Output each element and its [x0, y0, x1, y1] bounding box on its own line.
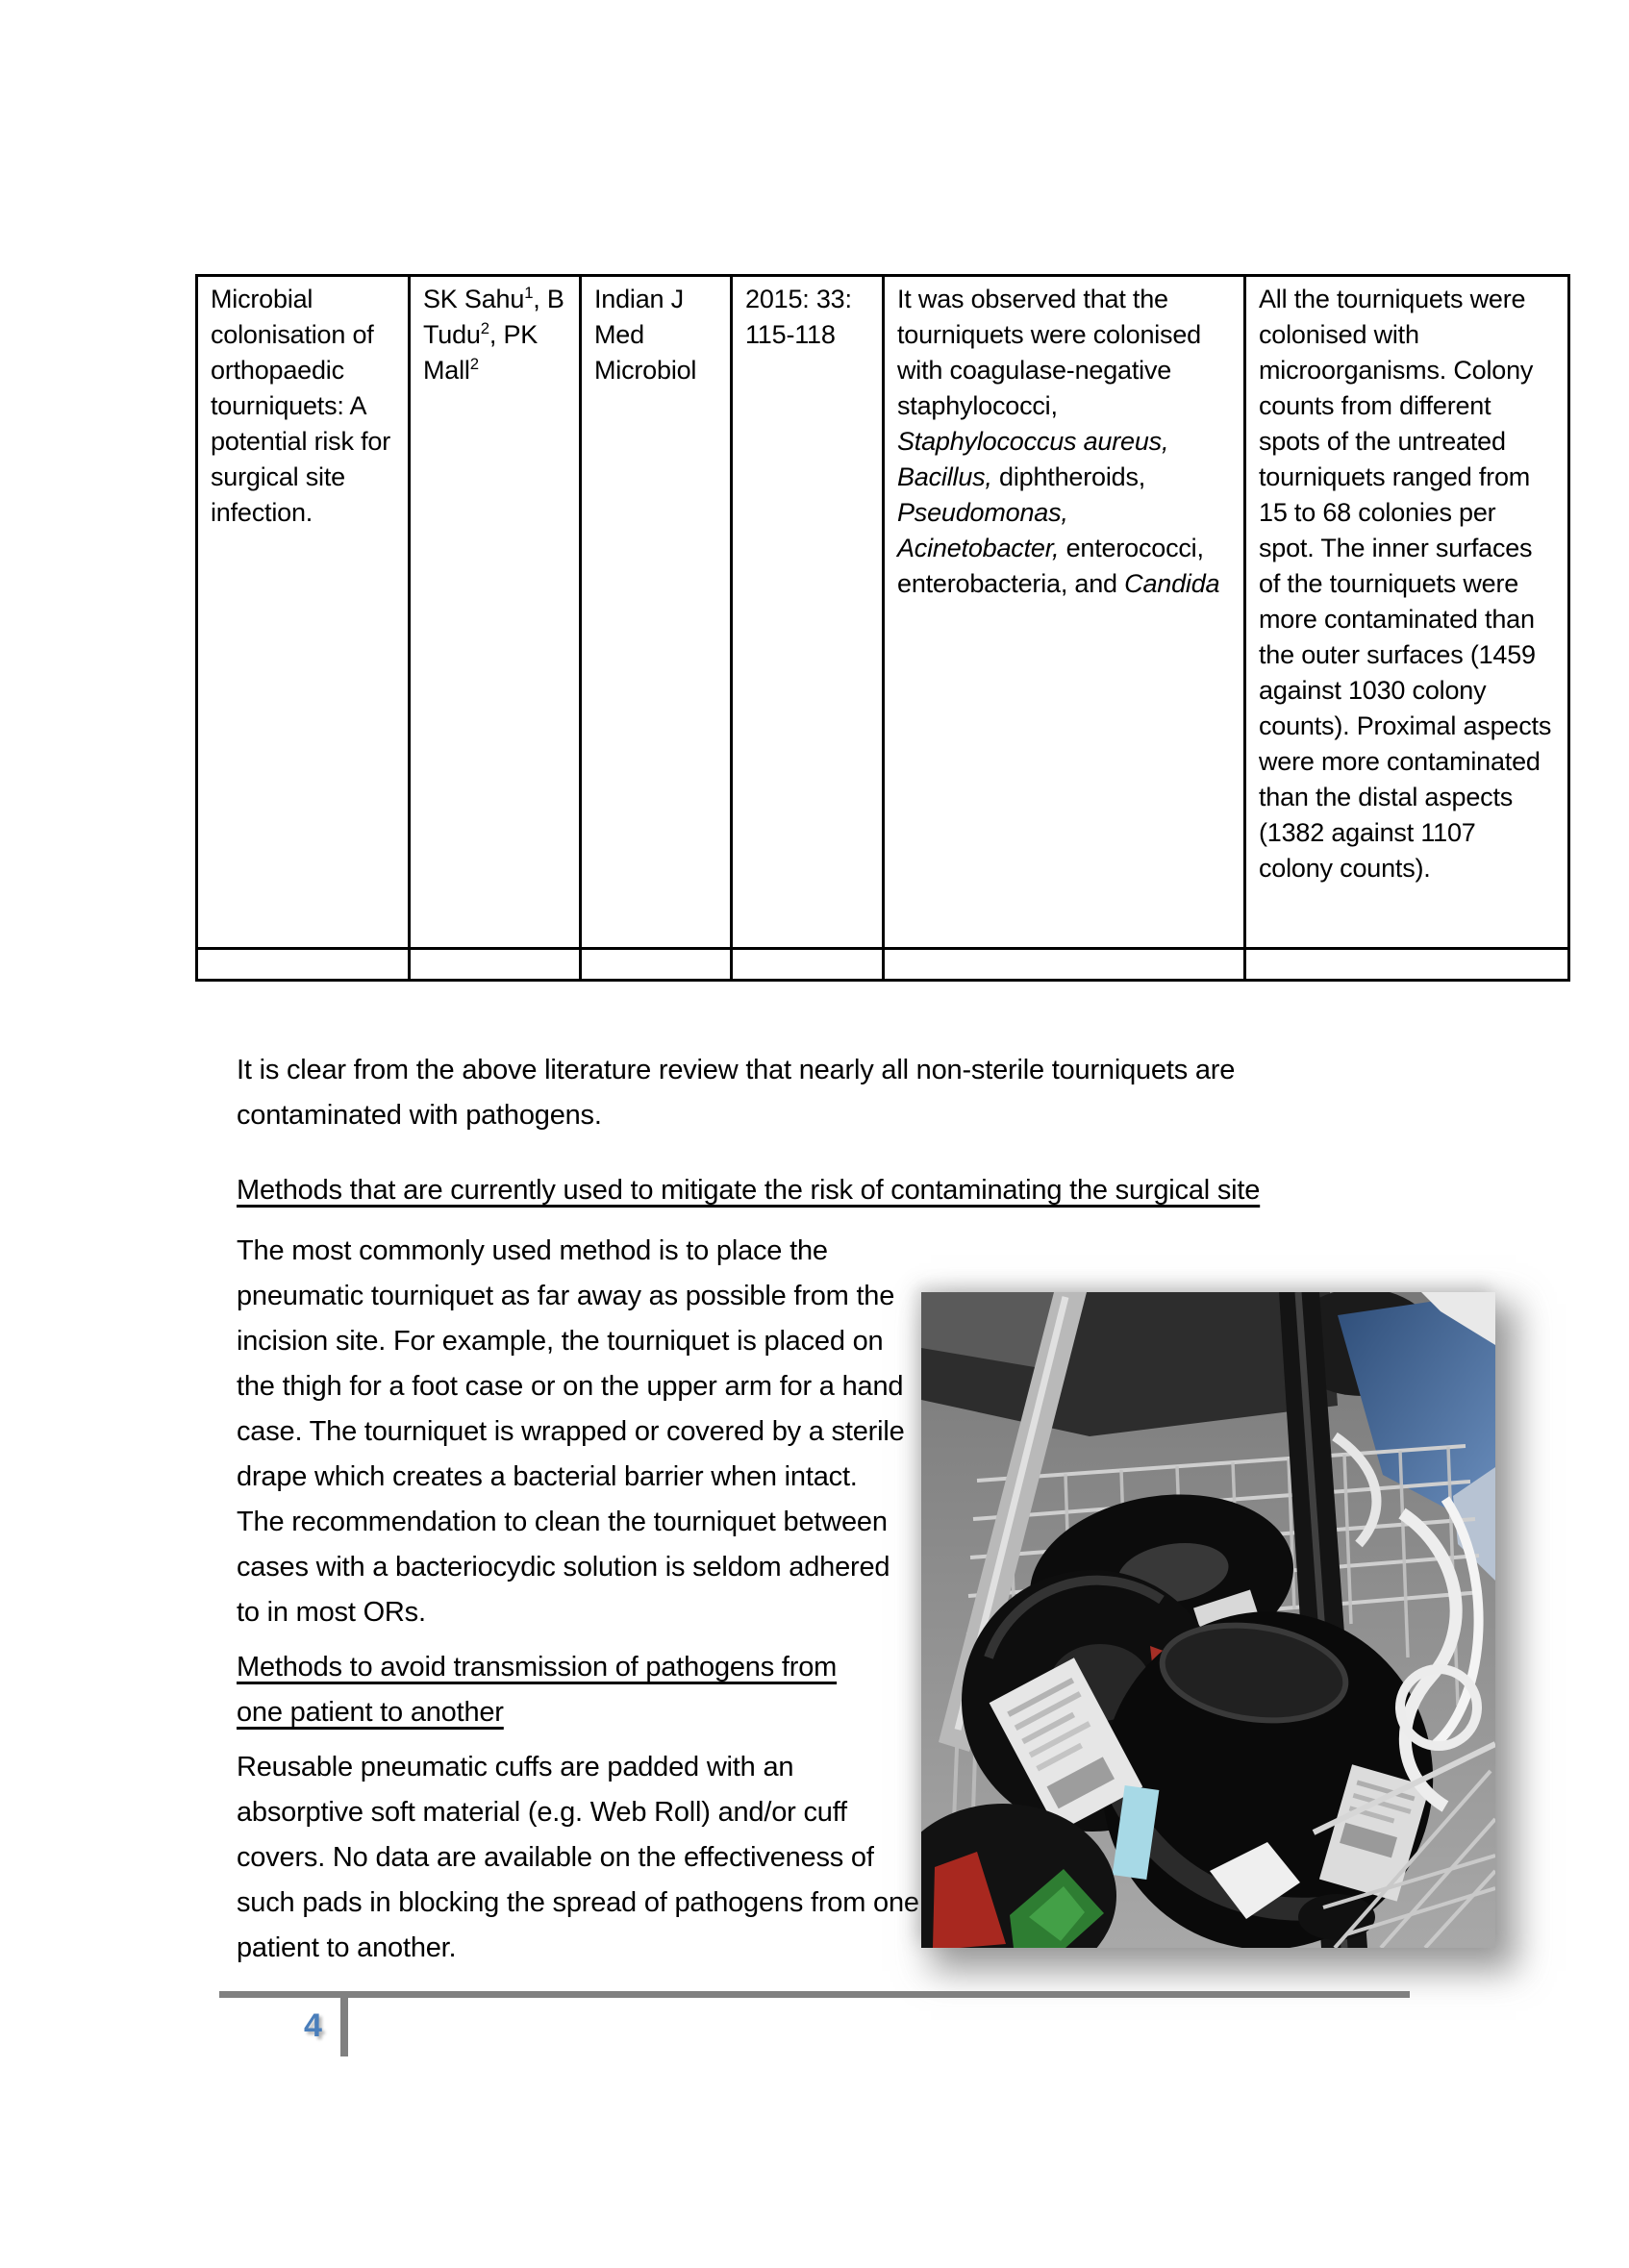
paragraph-transmission-methods: Reusable pneumatic cuffs are padded with an absorptive soft material (e.g. Web Roll) and/or cuff covers. No data are available on the effectiveness of such pads in blocking the spread of pathogens from one patient to another.	[237, 1752, 919, 1963]
table-empty-row	[197, 949, 1569, 981]
cell-authors: SK Sahu$^1$, B Tudu$^2$, PK Mall$^2$	[410, 276, 581, 949]
cell-citation: 2015: 33: 115-118	[732, 276, 884, 949]
empty-cell	[581, 949, 732, 981]
page-number: 4	[304, 2007, 322, 2044]
paragraph-mitigation-methods: The most commonly used method is to place the pneumatic tourniquet as far away as possible from the incision site. For example, the tourniquet is placed on the thigh for a foot case or on the upper arm for a hand case. The tourniquet is wrapped or covered by a sterile drape which creates a bacterial barrier when intact. The recommendation to clean the tourniquet between cases with a bacteriocydic solution is seldom adhered to in most ORs.	[237, 1235, 905, 1628]
cell-conclusion: All the tourniquets were colonised with microorganisms. Colony counts from different spots of the untreated tourniquets ranged from 15 to 68 colonies per spot. The inner surfaces of the tourniquets were more contaminated than the outer surfaces (1459 against 1030 colony counts). Proximal aspects were more contaminated than the distal aspects (1382 against 1107 colony counts).	[1245, 276, 1569, 949]
tourniquet-basket-photo	[921, 1292, 1495, 1948]
cell-journal: Indian J Med Microbiol	[581, 276, 732, 949]
table-row	[197, 276, 1569, 949]
empty-cell	[1245, 949, 1569, 981]
cell-study-title: Microbial colonisation of orthopaedic tourniquets: A potential risk for surgical site infection.	[197, 276, 410, 949]
literature-review-table	[195, 274, 1570, 982]
empty-cell	[197, 949, 410, 981]
cell-findings: It was observed that the tourniquets were colonised with coagulase-negative staphylococci, Staphylococcus aureus, Bacillus, diphtheroids, Pseudomonas, Acinetobacter, enterococci, enterobacteria, and Candida	[884, 276, 1245, 949]
heading-mitigation-methods: Methods that are currently used to mitigate the risk of contaminating the surgical site	[237, 1175, 1261, 1206]
paragraph-literature-summary: It is clear from the above literature review that nearly all non-sterile tourniquets are contaminated with pathogens.	[237, 1055, 1236, 1131]
empty-cell	[884, 949, 1245, 981]
tourniquet-basket-illustration	[921, 1292, 1495, 1948]
empty-cell	[732, 949, 884, 981]
footer-rule	[219, 1991, 1410, 1998]
footer-divider-bar	[340, 1991, 348, 2056]
empty-cell	[410, 949, 581, 981]
heading-transmission-methods: Methods to avoid transmission of pathogens from one patient to another	[237, 1652, 838, 1728]
